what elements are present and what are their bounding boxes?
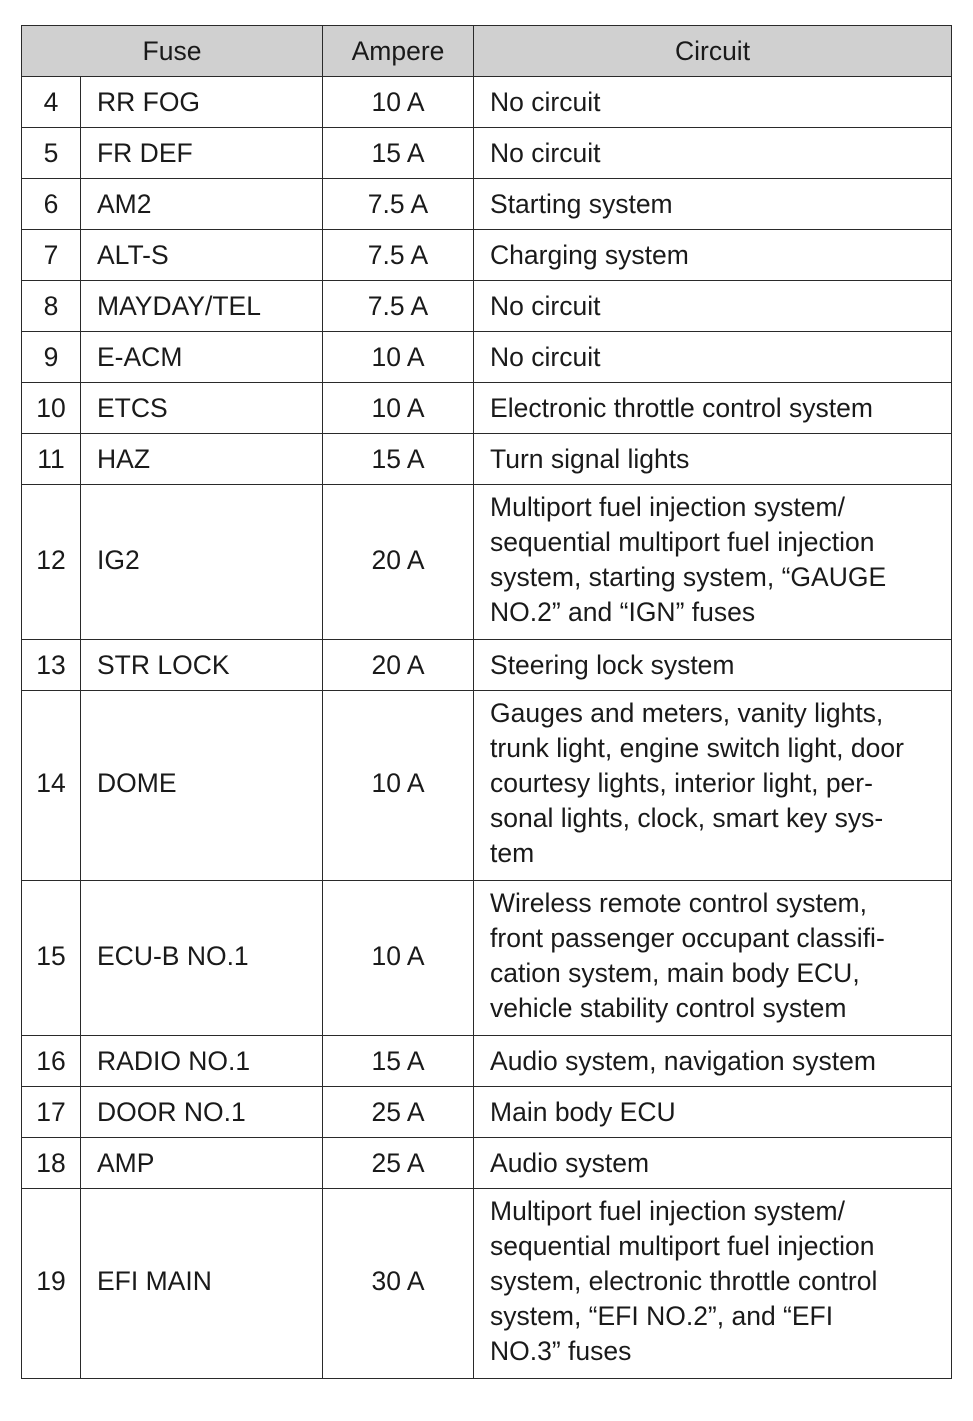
fuse-name: IG2 bbox=[81, 485, 323, 640]
circuit-line: Starting system bbox=[490, 188, 673, 219]
fuse-circuit bbox=[474, 383, 952, 434]
circuit-line: sequential multiport fuel injection bbox=[490, 1231, 875, 1261]
fuse-ampere: 10 A bbox=[323, 881, 474, 1036]
fuse-name: AMP bbox=[81, 1138, 323, 1189]
circuit-line: courtesy lights, interior light, per- bbox=[490, 768, 873, 798]
fuse-name: EFI MAIN bbox=[81, 1189, 323, 1379]
table-row bbox=[22, 383, 952, 434]
fuse-name: E-ACM bbox=[81, 332, 323, 383]
fuse-number: 10 bbox=[22, 383, 81, 434]
table-row bbox=[22, 1087, 952, 1138]
circuit-line: cation system, main body ECU, bbox=[490, 958, 860, 988]
fuse-name: RR FOG bbox=[81, 77, 323, 128]
circuit-line: system, starting system, “GAUGE bbox=[490, 562, 887, 592]
table-row bbox=[22, 77, 952, 128]
header-row bbox=[22, 26, 952, 77]
fuse-number: 17 bbox=[22, 1087, 81, 1138]
fuse-name: ETCS bbox=[81, 383, 323, 434]
table-row bbox=[22, 485, 952, 640]
fuse-ampere: 20 A bbox=[323, 640, 474, 691]
fuse-circuit bbox=[474, 640, 952, 691]
table-row bbox=[22, 281, 952, 332]
table-row bbox=[22, 1189, 952, 1379]
fuse-circuit bbox=[474, 332, 952, 383]
fuse-name: MAYDAY/TEL bbox=[81, 281, 323, 332]
fuse-circuit bbox=[474, 485, 952, 640]
fuse-circuit bbox=[474, 77, 952, 128]
circuit-line: No circuit bbox=[490, 341, 601, 372]
fuse-table bbox=[21, 25, 952, 1379]
table-row bbox=[22, 179, 952, 230]
fuse-circuit bbox=[474, 230, 952, 281]
fuse-ampere: 7.5 A bbox=[323, 230, 474, 281]
fuse-name: DOOR NO.1 bbox=[81, 1087, 323, 1138]
fuse-number: 16 bbox=[22, 1036, 81, 1087]
fuse-circuit bbox=[474, 1036, 952, 1087]
circuit-line: Wireless remote control system, bbox=[490, 888, 867, 918]
fuse-number: 5 bbox=[22, 128, 81, 179]
fuse-number: 15 bbox=[22, 881, 81, 1036]
fuse-ampere: 10 A bbox=[323, 383, 474, 434]
fuse-ampere: 25 A bbox=[323, 1138, 474, 1189]
circuit-line: Audio system bbox=[490, 1147, 650, 1178]
table-row bbox=[22, 640, 952, 691]
table-row bbox=[22, 332, 952, 383]
fuse-number: 11 bbox=[22, 434, 81, 485]
fuse-name: DOME bbox=[81, 691, 323, 881]
circuit-line: sequential multiport fuel injection bbox=[490, 527, 875, 557]
fuse-number: 12 bbox=[22, 485, 81, 640]
header-fuse: Fuse bbox=[22, 26, 323, 77]
fuse-name: RADIO NO.1 bbox=[81, 1036, 323, 1087]
fuse-ampere: 10 A bbox=[323, 332, 474, 383]
circuit-line: front passenger occupant classifi- bbox=[490, 923, 885, 953]
circuit-line: No circuit bbox=[490, 86, 601, 117]
circuit-line: trunk light, engine switch light, door bbox=[490, 733, 904, 763]
fuse-circuit bbox=[474, 128, 952, 179]
table-row bbox=[22, 1036, 952, 1087]
circuit-line: system, “EFI NO.2”, and “EFI bbox=[490, 1301, 834, 1331]
table-row bbox=[22, 881, 952, 1036]
fuse-circuit bbox=[474, 434, 952, 485]
circuit-line: Electronic throttle control system bbox=[490, 392, 873, 423]
fuse-number: 14 bbox=[22, 691, 81, 881]
fuse-circuit bbox=[474, 179, 952, 230]
table-row bbox=[22, 691, 952, 881]
fuse-name: AM2 bbox=[81, 179, 323, 230]
fuse-ampere: 25 A bbox=[323, 1087, 474, 1138]
fuse-circuit bbox=[474, 281, 952, 332]
fuse-circuit bbox=[474, 1087, 952, 1138]
fuse-number: 13 bbox=[22, 640, 81, 691]
circuit-line: Charging system bbox=[490, 239, 689, 270]
table-row bbox=[22, 1138, 952, 1189]
circuit-line: No circuit bbox=[490, 290, 601, 321]
circuit-line: Turn signal lights bbox=[490, 443, 690, 474]
fuse-name: STR LOCK bbox=[81, 640, 323, 691]
circuit-line: vehicle stability control system bbox=[490, 993, 847, 1023]
fuse-ampere: 10 A bbox=[323, 691, 474, 881]
fuse-ampere: 20 A bbox=[323, 485, 474, 640]
circuit-line: NO.2” and “IGN” fuses bbox=[490, 597, 756, 627]
fuse-ampere: 15 A bbox=[323, 1036, 474, 1087]
fuse-number: 4 bbox=[22, 77, 81, 128]
circuit-line: Multiport fuel injection system/ bbox=[490, 1196, 845, 1226]
circuit-line: Steering lock system bbox=[490, 649, 735, 680]
fuse-ampere: 10 A bbox=[323, 77, 474, 128]
fuse-number: 6 bbox=[22, 179, 81, 230]
header-ampere: Ampere bbox=[323, 26, 474, 77]
fuse-number: 7 bbox=[22, 230, 81, 281]
fuse-name: ECU-B NO.1 bbox=[81, 881, 323, 1036]
fuse-number: 19 bbox=[22, 1189, 81, 1379]
table-row bbox=[22, 230, 952, 281]
fuse-circuit bbox=[474, 881, 952, 1036]
fuse-number: 9 bbox=[22, 332, 81, 383]
circuit-line: No circuit bbox=[490, 137, 601, 168]
fuse-ampere: 15 A bbox=[323, 128, 474, 179]
fuse-circuit bbox=[474, 1189, 952, 1379]
circuit-line: Gauges and meters, vanity lights, bbox=[490, 698, 884, 728]
circuit-line: Main body ECU bbox=[490, 1096, 676, 1127]
circuit-line: Audio system, navigation system bbox=[490, 1045, 876, 1076]
circuit-line: NO.3” fuses bbox=[490, 1336, 632, 1366]
circuit-line: system, electronic throttle control bbox=[490, 1266, 878, 1296]
fuse-name: FR DEF bbox=[81, 128, 323, 179]
circuit-line: sonal lights, clock, smart key sys- bbox=[490, 803, 884, 833]
fuse-ampere: 7.5 A bbox=[323, 179, 474, 230]
fuse-circuit bbox=[474, 691, 952, 881]
fuse-ampere: 7.5 A bbox=[323, 281, 474, 332]
fuse-circuit bbox=[474, 1138, 952, 1189]
table-body bbox=[22, 77, 952, 1379]
circuit-line: tem bbox=[490, 838, 535, 868]
fuse-ampere: 15 A bbox=[323, 434, 474, 485]
fuse-number: 18 bbox=[22, 1138, 81, 1189]
fuse-ampere: 30 A bbox=[323, 1189, 474, 1379]
fuse-number: 8 bbox=[22, 281, 81, 332]
fuse-name: ALT-S bbox=[81, 230, 323, 281]
header-circuit: Circuit bbox=[474, 26, 952, 77]
table-header bbox=[22, 26, 952, 77]
circuit-line: Multiport fuel injection system/ bbox=[490, 492, 845, 522]
table-row bbox=[22, 128, 952, 179]
fuse-name: HAZ bbox=[81, 434, 323, 485]
table-row bbox=[22, 434, 952, 485]
